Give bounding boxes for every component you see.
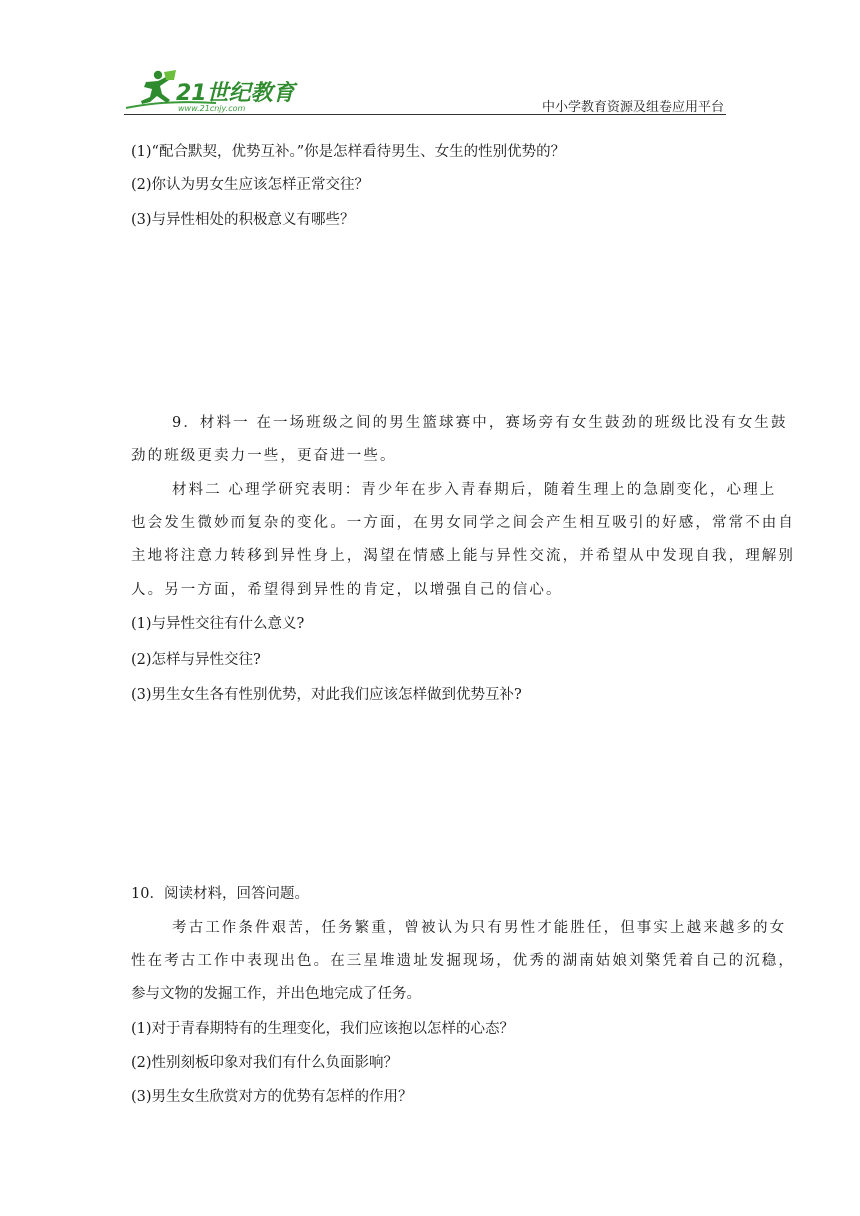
q8-sub1: (1)“配合默契，优势互补。”你是怎样看待男生、女生的性别优势的？ — [131, 144, 566, 160]
q10-sub2: (2)性别刻板印象对我们有什么负面影响？ — [131, 1055, 399, 1071]
q9-sub2: (2)怎样与异性交往? — [131, 652, 261, 668]
logo — [124, 68, 304, 114]
q10-para-line2: 性在考古工作中表现出色。在三星堆遗址发掘现场，优秀的湖南姑娘刘檠凭着自己的沉稳， — [131, 953, 795, 969]
q9-material2-line1: 材料二 心理学研究表明：青少年在步入青春期后，随着生理上的急剧变化，心理上 — [172, 482, 777, 498]
q10-para-line1: 考古工作条件艰苦，任务繁重，曾被认为只有男性才能胜任，但事实上越来越多的女 — [172, 920, 787, 936]
q10-sub3: (3)男生女生欣赏对方的优势有怎样的作用？ — [131, 1089, 413, 1105]
q9-sub3: (3)男生女生各有性别优势，对此我们应该怎样做到优势互补? — [131, 687, 522, 703]
header-rule — [124, 114, 726, 115]
q10-para-line3: 参与文物的发掘工作，并出色地完成了任务。 — [131, 986, 421, 1002]
svg-text:21世纪教育: 21世纪教育 — [176, 81, 295, 106]
page-header — [124, 66, 726, 116]
q10-sub1: (1)对于青春期特有的生理变化，我们应该抱以怎样的心态？ — [131, 1021, 515, 1037]
q9-material2-line4: 人。另一方面，希望得到异性的肯定，以增强自己的信心。 — [131, 582, 563, 598]
q8-sub3: (3)与异性相处的积极意义有哪些？ — [131, 212, 355, 228]
svg-text:www.21cnjy.com: www.21cnjy.com — [178, 104, 246, 113]
q9-sub1: (1)与异性交往有什么意义? — [131, 616, 305, 632]
q9-material1-line1: 9．材料一 在一场班级之间的男生篮球赛中，赛场旁有女生鼓劲的班级比没有女生鼓 — [172, 415, 788, 431]
q9-material2-line3: 主地将注意力转移到异性身上，渴望在情感上能与异性交流，并希望从中发现自我，理解别 — [131, 548, 795, 564]
q8-sub2: (2)你认为男女生应该怎样正常交往？ — [131, 177, 370, 193]
q10-title: 10．阅读材料，回答问题。 — [131, 886, 309, 902]
q9-material1-line2: 劲的班级更卖力一些，更奋进一些。 — [131, 448, 397, 464]
runner-logo-icon — [124, 68, 304, 114]
q9-material2-line2: 也会发生微妙而复杂的变化。一方面，在男女同学之间会产生相互吸引的好感，常常不由自 — [131, 515, 795, 531]
platform-name: 中小学教育资源及组卷应用平台 — [541, 100, 724, 115]
